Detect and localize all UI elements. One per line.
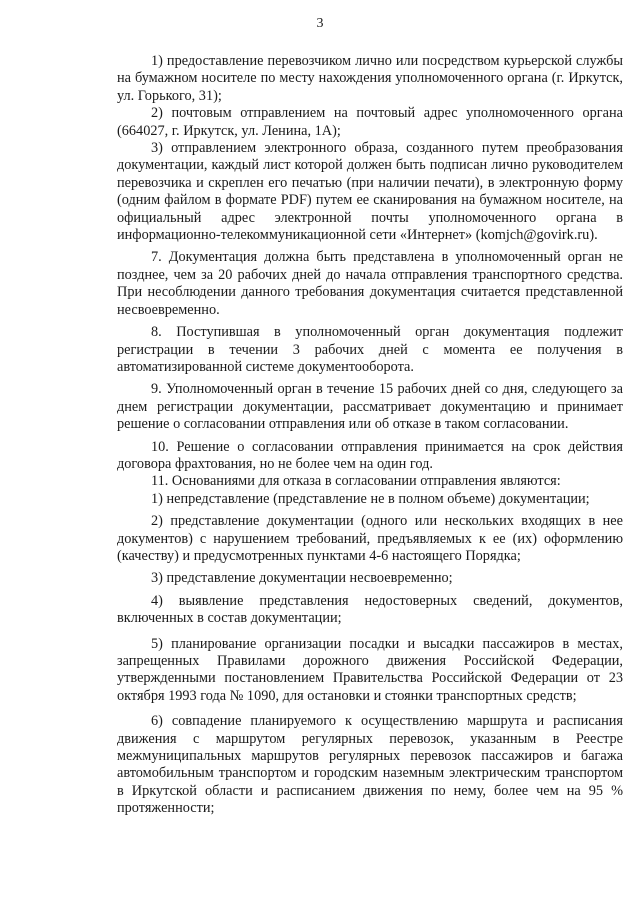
paragraph-delivery-post: 2) почтовым отправлением на почтовый адрес уполномоченного органа (664027, г. Иркутск, ул. Ленина, 1А); bbox=[117, 105, 623, 139]
paragraph-reason-4: 4) выявление представления недостоверных сведений, документов, включенных в состав документации; bbox=[117, 592, 623, 627]
paragraph-reason-3: 3) представление документации несвоевременно; bbox=[151, 570, 453, 587]
paragraph-reason-1: 1) непредставление (представление не в полном объеме) документации; bbox=[151, 490, 590, 507]
paragraph-item-10: 10. Решение о согласовании отправления принимается на срок действия договора фрахтования, но не более чем на один год. bbox=[117, 438, 623, 472]
page-number: 3 bbox=[316, 16, 324, 31]
paragraph-item-11: 11. Основаниями для отказа в согласовании отправления являются: bbox=[151, 473, 561, 490]
paragraph-reason-2: 2) представление документации (одного или нескольких входящих в нее документов) с нарушением требований, предъявляемых к ее (их) оформлению (качеству) и предусмотренных пунктами 4-6 настоящего Порядка; bbox=[117, 513, 623, 564]
paragraph-reason-5: 5) планирование организации посадки и высадки пассажиров в местах, запрещенных Правилами дорожного движения Российской Федерации, утвержденными постановлением Правительства Российской Федерации от 23 октября 1993 года № 1090, для остановки и стоянки транспортных средств; bbox=[117, 635, 623, 704]
paragraph-item-9: 9. Уполномоченный орган в течение 15 рабочих дней со дня, следующего за днем регистрации документации, рассматривает документацию и принимает решение о согласовании отправления или об отказе в таком согласовании. bbox=[117, 381, 623, 433]
paragraph-item-7: 7. Документация должна быть представлена в уполномоченный орган не позднее, чем за 20 рабочих дней до начала отправления транспортного средства. При несоблюдении данного требования документация считается представленной несвоевременно. bbox=[117, 249, 623, 318]
paragraph-reason-6: 6) совпадение планируемого к осуществлению маршрута и расписания движения с маршрутом регулярных перевозок, указанным в Реестре межмуниципальных маршрутов регулярных перевозок пассажиров и багажа автомобильным транспортом и городским наземным электрическим транспортом в Иркутской области и расписанием движения по нему, более чем на 95 % протяженности; bbox=[117, 713, 623, 817]
paragraph-item-8: 8. Поступившая в уполномоченный орган документация подлежит регистрации в течении 3 рабочих дней с момента ее получения в автоматизированной системе документооборота. bbox=[117, 324, 623, 375]
document-body bbox=[117, 53, 623, 818]
paragraph-delivery-courier: 1) предоставление перевозчиком лично или посредством курьерской службы на бумажном носителе по месту нахождения уполномоченного органа (г. Иркутск, ул. Горького, 31); bbox=[117, 53, 623, 104]
paragraph-delivery-electronic: 3) отправлением электронного образа, созданного путем преобразования документации, каждый лист которой должен быть подписан лично руководителем перевозчика и скреплен его печатью (при наличии печати), в электронную форму (одним файлом в формате PDF) путем ее сканирования на бумажном носителе, на официальный адрес электронной почты уполномоченного органа в информационно-телекоммуникационной сети «Интернет» (komjch@govirk.ru). bbox=[117, 140, 623, 244]
